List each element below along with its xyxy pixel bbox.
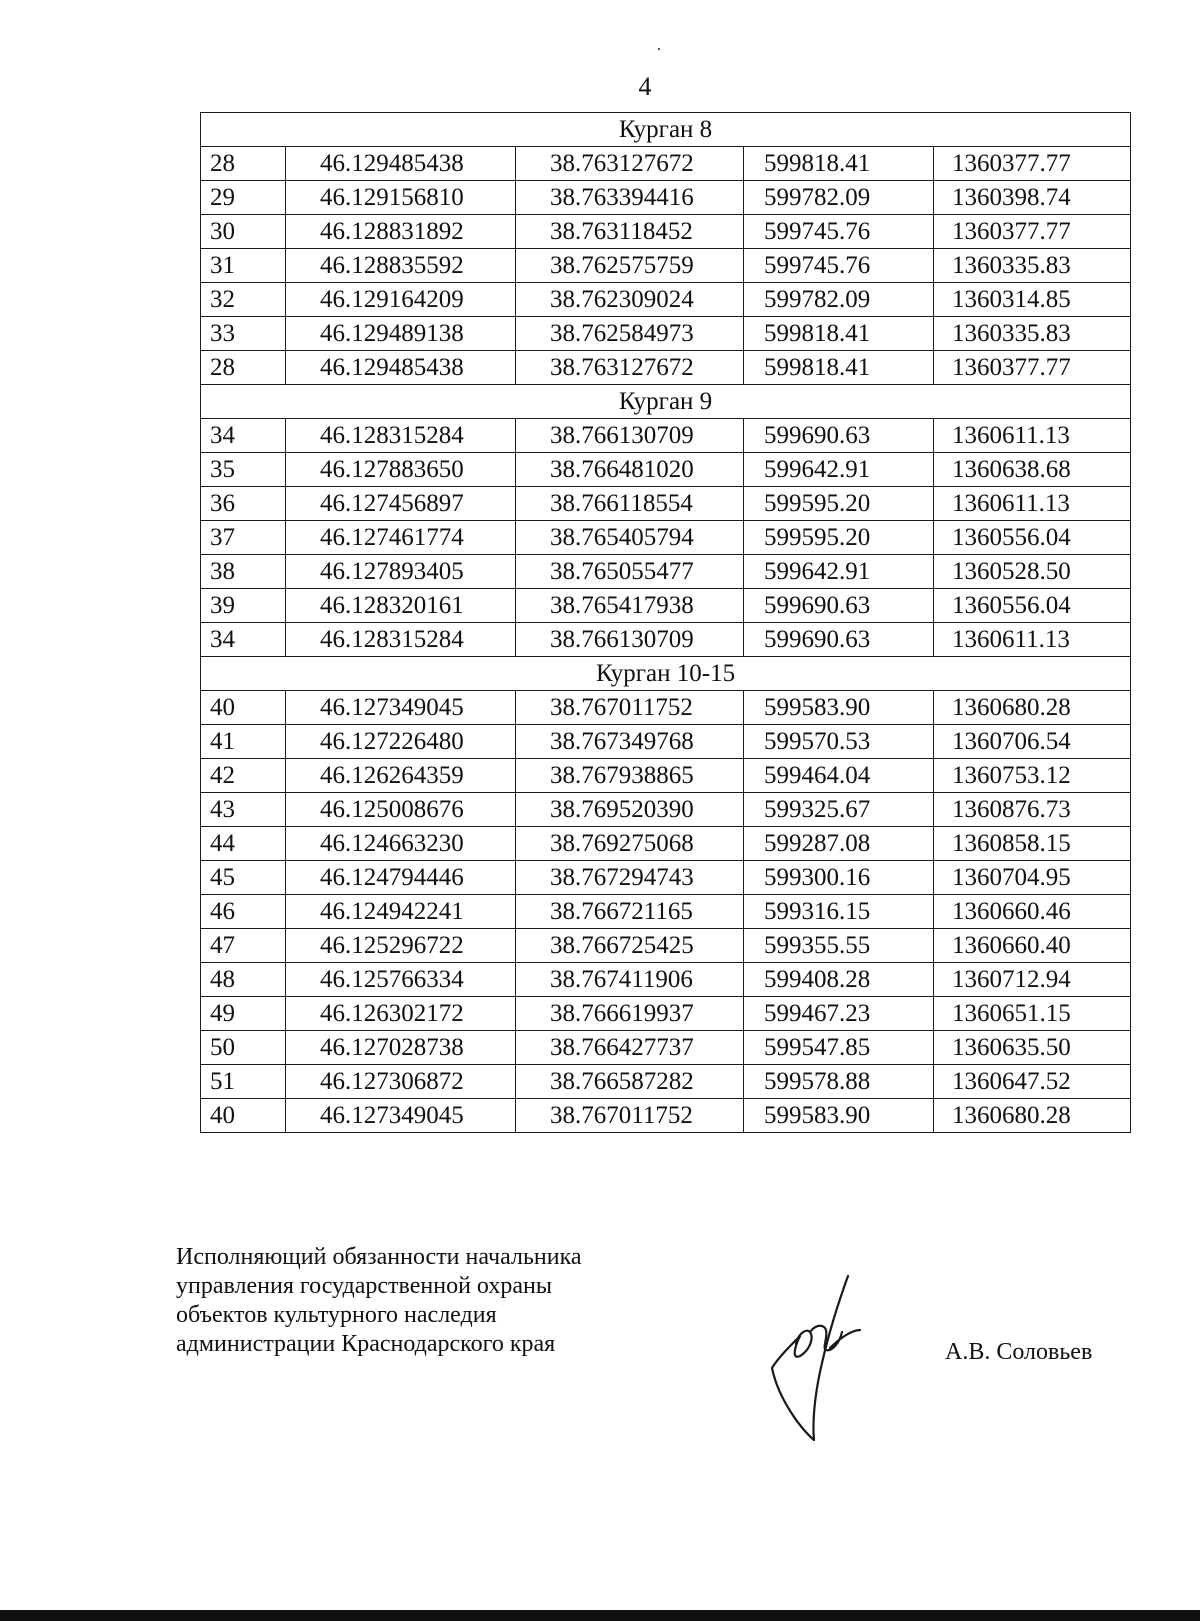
- y-coordinate-cell: 1360712.94: [934, 963, 1131, 997]
- point-number-cell: 45: [201, 861, 286, 895]
- signer-position: [176, 1243, 582, 1359]
- table-row: [201, 181, 1131, 215]
- point-number-cell: 40: [201, 1099, 286, 1133]
- longitude-cell: 38.763118452: [516, 215, 744, 249]
- y-coordinate-cell: 1360335.83: [934, 317, 1131, 351]
- x-coordinate-cell: 599642.91: [744, 453, 934, 487]
- group-title: Курган 10-15: [201, 657, 1131, 691]
- y-coordinate-cell: 1360704.95: [934, 861, 1131, 895]
- y-coordinate-cell: 1360335.83: [934, 249, 1131, 283]
- group-title: Курган 9: [201, 385, 1131, 419]
- point-number-cell: 46: [201, 895, 286, 929]
- longitude-cell: 38.767011752: [516, 691, 744, 725]
- x-coordinate-cell: 599570.53: [744, 725, 934, 759]
- longitude-cell: 38.766481020: [516, 453, 744, 487]
- group-header-row: [201, 657, 1131, 691]
- point-number-cell: 33: [201, 317, 286, 351]
- latitude-cell: 46.128831892: [286, 215, 516, 249]
- point-number-cell: 29: [201, 181, 286, 215]
- point-number-cell: 28: [201, 351, 286, 385]
- point-number-cell: 34: [201, 623, 286, 657]
- longitude-cell: 38.769275068: [516, 827, 744, 861]
- signer-position-line: управления государственной охраны: [176, 1273, 552, 1299]
- latitude-cell: 46.127456897: [286, 487, 516, 521]
- point-number-cell: 51: [201, 1065, 286, 1099]
- longitude-cell: 38.766427737: [516, 1031, 744, 1065]
- latitude-cell: 46.127461774: [286, 521, 516, 555]
- latitude-cell: 46.127226480: [286, 725, 516, 759]
- point-number-cell: 31: [201, 249, 286, 283]
- point-number-cell: 43: [201, 793, 286, 827]
- table-row: [201, 861, 1131, 895]
- y-coordinate-cell: 1360611.13: [934, 419, 1131, 453]
- x-coordinate-cell: 599547.85: [744, 1031, 934, 1065]
- handwritten-signature: [770, 1268, 910, 1448]
- y-coordinate-cell: 1360377.77: [934, 215, 1131, 249]
- x-coordinate-cell: 599355.55: [744, 929, 934, 963]
- latitude-cell: 46.129489138: [286, 317, 516, 351]
- x-coordinate-cell: 599464.04: [744, 759, 934, 793]
- longitude-cell: 38.767349768: [516, 725, 744, 759]
- latitude-cell: 46.126264359: [286, 759, 516, 793]
- longitude-cell: 38.762584973: [516, 317, 744, 351]
- signer-position-line: Исполняющий обязанности начальника: [176, 1244, 582, 1270]
- x-coordinate-cell: 599583.90: [744, 691, 934, 725]
- group-title: Курган 8: [201, 113, 1131, 147]
- table-row: [201, 793, 1131, 827]
- scan-bottom-edge: [0, 1610, 1200, 1621]
- point-number-cell: 30: [201, 215, 286, 249]
- x-coordinate-cell: 599690.63: [744, 419, 934, 453]
- signer-position-line: администрации Краснодарского края: [176, 1331, 556, 1357]
- y-coordinate-cell: 1360680.28: [934, 1099, 1131, 1133]
- point-number-cell: 42: [201, 759, 286, 793]
- table-row: [201, 895, 1131, 929]
- point-number-cell: 47: [201, 929, 286, 963]
- table-row: [201, 1065, 1131, 1099]
- latitude-cell: 46.127883650: [286, 453, 516, 487]
- x-coordinate-cell: 599408.28: [744, 963, 934, 997]
- group-header-row: [201, 385, 1131, 419]
- longitude-cell: 38.769520390: [516, 793, 744, 827]
- x-coordinate-cell: 599316.15: [744, 895, 934, 929]
- scan-speck: [658, 48, 660, 50]
- x-coordinate-cell: 599642.91: [744, 555, 934, 589]
- latitude-cell: 46.124942241: [286, 895, 516, 929]
- table-row: [201, 759, 1131, 793]
- longitude-cell: 38.766130709: [516, 623, 744, 657]
- x-coordinate-cell: 599818.41: [744, 317, 934, 351]
- table-row: [201, 521, 1131, 555]
- table-row: [201, 487, 1131, 521]
- y-coordinate-cell: 1360611.13: [934, 623, 1131, 657]
- x-coordinate-cell: 599745.76: [744, 249, 934, 283]
- latitude-cell: 46.129485438: [286, 147, 516, 181]
- latitude-cell: 46.129156810: [286, 181, 516, 215]
- table-row: [201, 419, 1131, 453]
- latitude-cell: 46.127306872: [286, 1065, 516, 1099]
- table-row: [201, 997, 1131, 1031]
- longitude-cell: 38.766721165: [516, 895, 744, 929]
- longitude-cell: 38.765055477: [516, 555, 744, 589]
- latitude-cell: 46.128835592: [286, 249, 516, 283]
- y-coordinate-cell: 1360556.04: [934, 589, 1131, 623]
- y-coordinate-cell: 1360611.13: [934, 487, 1131, 521]
- y-coordinate-cell: 1360660.46: [934, 895, 1131, 929]
- y-coordinate-cell: 1360638.68: [934, 453, 1131, 487]
- y-coordinate-cell: 1360556.04: [934, 521, 1131, 555]
- point-number-cell: 32: [201, 283, 286, 317]
- longitude-cell: 38.766725425: [516, 929, 744, 963]
- x-coordinate-cell: 599782.09: [744, 181, 934, 215]
- point-number-cell: 35: [201, 453, 286, 487]
- longitude-cell: 38.762575759: [516, 249, 744, 283]
- longitude-cell: 38.765405794: [516, 521, 744, 555]
- y-coordinate-cell: 1360377.77: [934, 351, 1131, 385]
- table-row: [201, 283, 1131, 317]
- x-coordinate-cell: 599467.23: [744, 997, 934, 1031]
- longitude-cell: 38.763394416: [516, 181, 744, 215]
- table-row: [201, 147, 1131, 181]
- x-coordinate-cell: 599595.20: [744, 521, 934, 555]
- latitude-cell: 46.129485438: [286, 351, 516, 385]
- longitude-cell: 38.766130709: [516, 419, 744, 453]
- table-row: [201, 555, 1131, 589]
- coordinates-table: [200, 112, 1131, 1133]
- point-number-cell: 36: [201, 487, 286, 521]
- latitude-cell: 46.124794446: [286, 861, 516, 895]
- y-coordinate-cell: 1360635.50: [934, 1031, 1131, 1065]
- latitude-cell: 46.125296722: [286, 929, 516, 963]
- point-number-cell: 28: [201, 147, 286, 181]
- latitude-cell: 46.127349045: [286, 1099, 516, 1133]
- x-coordinate-cell: 599745.76: [744, 215, 934, 249]
- x-coordinate-cell: 599583.90: [744, 1099, 934, 1133]
- longitude-cell: 38.766587282: [516, 1065, 744, 1099]
- table-row: [201, 929, 1131, 963]
- longitude-cell: 38.763127672: [516, 351, 744, 385]
- y-coordinate-cell: 1360660.40: [934, 929, 1131, 963]
- longitude-cell: 38.767011752: [516, 1099, 744, 1133]
- longitude-cell: 38.767411906: [516, 963, 744, 997]
- point-number-cell: 40: [201, 691, 286, 725]
- table-row: [201, 1031, 1131, 1065]
- x-coordinate-cell: 599818.41: [744, 147, 934, 181]
- longitude-cell: 38.762309024: [516, 283, 744, 317]
- x-coordinate-cell: 599287.08: [744, 827, 934, 861]
- table-row: [201, 725, 1131, 759]
- longitude-cell: 38.765417938: [516, 589, 744, 623]
- y-coordinate-cell: 1360858.15: [934, 827, 1131, 861]
- y-coordinate-cell: 1360876.73: [934, 793, 1131, 827]
- x-coordinate-cell: 599782.09: [744, 283, 934, 317]
- y-coordinate-cell: 1360528.50: [934, 555, 1131, 589]
- y-coordinate-cell: 1360706.54: [934, 725, 1131, 759]
- point-number-cell: 38: [201, 555, 286, 589]
- signer-position-line: объектов культурного наследия: [176, 1302, 497, 1328]
- point-number-cell: 34: [201, 419, 286, 453]
- page-number: 4: [638, 72, 652, 101]
- signer-name: А.В. Соловьев: [945, 1339, 1093, 1365]
- x-coordinate-cell: 599300.16: [744, 861, 934, 895]
- latitude-cell: 46.126302172: [286, 997, 516, 1031]
- latitude-cell: 46.127349045: [286, 691, 516, 725]
- point-number-cell: 50: [201, 1031, 286, 1065]
- point-number-cell: 39: [201, 589, 286, 623]
- point-number-cell: 37: [201, 521, 286, 555]
- latitude-cell: 46.127028738: [286, 1031, 516, 1065]
- x-coordinate-cell: 599690.63: [744, 623, 934, 657]
- latitude-cell: 46.124663230: [286, 827, 516, 861]
- x-coordinate-cell: 599690.63: [744, 589, 934, 623]
- point-number-cell: 44: [201, 827, 286, 861]
- x-coordinate-cell: 599595.20: [744, 487, 934, 521]
- latitude-cell: 46.125766334: [286, 963, 516, 997]
- point-number-cell: 48: [201, 963, 286, 997]
- longitude-cell: 38.766118554: [516, 487, 744, 521]
- latitude-cell: 46.127893405: [286, 555, 516, 589]
- table-row: [201, 351, 1131, 385]
- table-row: [201, 215, 1131, 249]
- table-row: [201, 1099, 1131, 1133]
- longitude-cell: 38.767938865: [516, 759, 744, 793]
- latitude-cell: 46.128320161: [286, 589, 516, 623]
- y-coordinate-cell: 1360753.12: [934, 759, 1131, 793]
- longitude-cell: 38.763127672: [516, 147, 744, 181]
- y-coordinate-cell: 1360398.74: [934, 181, 1131, 215]
- point-number-cell: 41: [201, 725, 286, 759]
- table-row: [201, 691, 1131, 725]
- y-coordinate-cell: 1360680.28: [934, 691, 1131, 725]
- point-number-cell: 49: [201, 997, 286, 1031]
- longitude-cell: 38.766619937: [516, 997, 744, 1031]
- latitude-cell: 46.128315284: [286, 623, 516, 657]
- latitude-cell: 46.125008676: [286, 793, 516, 827]
- table-row: [201, 589, 1131, 623]
- latitude-cell: 46.129164209: [286, 283, 516, 317]
- x-coordinate-cell: 599325.67: [744, 793, 934, 827]
- coordinates-table-body: [201, 113, 1131, 1133]
- latitude-cell: 46.128315284: [286, 419, 516, 453]
- y-coordinate-cell: 1360377.77: [934, 147, 1131, 181]
- table-row: [201, 827, 1131, 861]
- table-row: [201, 249, 1131, 283]
- group-header-row: [201, 113, 1131, 147]
- table-row: [201, 623, 1131, 657]
- y-coordinate-cell: 1360314.85: [934, 283, 1131, 317]
- table-row: [201, 317, 1131, 351]
- y-coordinate-cell: 1360647.52: [934, 1065, 1131, 1099]
- table-row: [201, 453, 1131, 487]
- y-coordinate-cell: 1360651.15: [934, 997, 1131, 1031]
- table-row: [201, 963, 1131, 997]
- x-coordinate-cell: 599818.41: [744, 351, 934, 385]
- x-coordinate-cell: 599578.88: [744, 1065, 934, 1099]
- longitude-cell: 38.767294743: [516, 861, 744, 895]
